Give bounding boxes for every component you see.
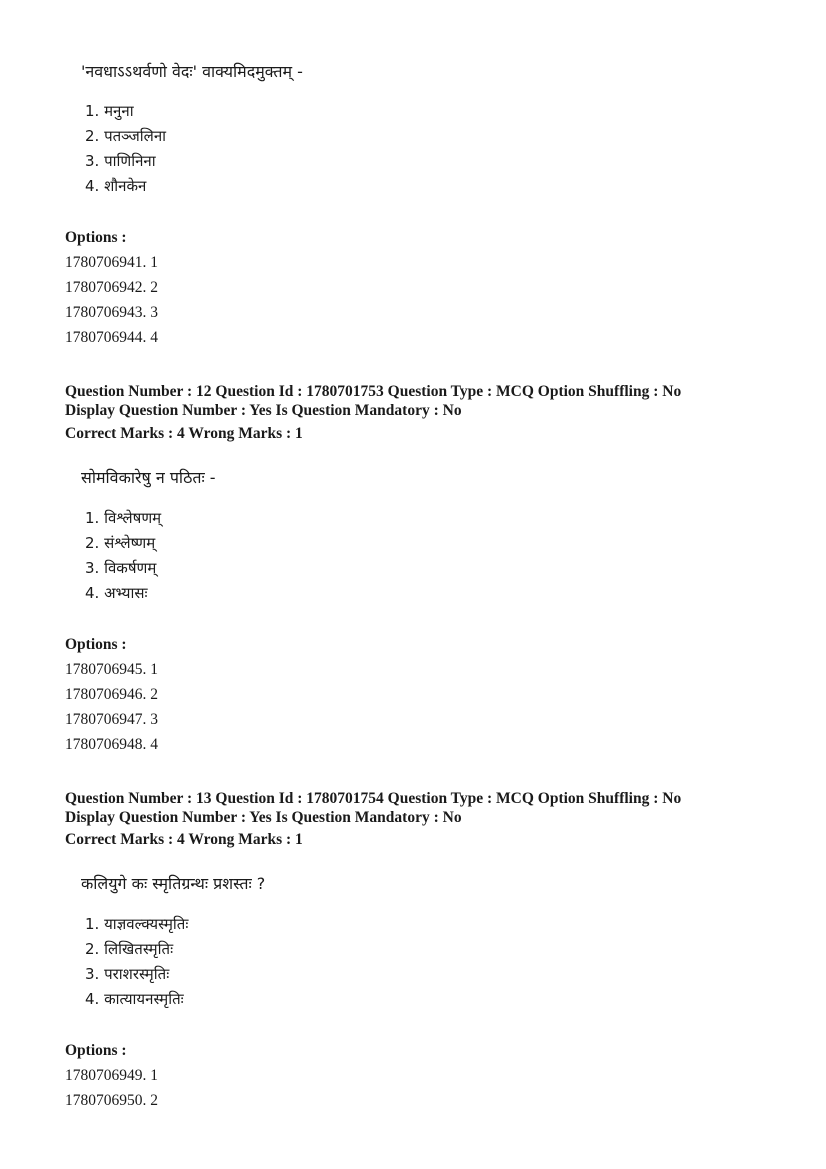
option-id: 1780706943. 3 (65, 304, 158, 321)
question-meta-line1: Question Number : 13 Question Id : 1780701754 Question Type : MCQ Option Shuffling : No (65, 790, 682, 807)
choice-3: 3. विकर्षणम् (85, 559, 157, 577)
choice-2: 2. लिखितस्मृतिः (85, 940, 174, 958)
choice-4: 4. कात्यायनस्मृतिः (85, 990, 184, 1008)
question-text: सोमविकारेषु न पठितः - (81, 468, 216, 487)
choice-4: 4. शौनकेन (85, 177, 147, 195)
options-heading: Options : (65, 229, 127, 246)
choice-3: 3. पाणिनिना (85, 152, 156, 170)
question-text: 'नवधाऽऽथर्वणो वेदः' वाक्यमिदमुक्तम् - (81, 62, 303, 81)
option-id: 1780706945. 1 (65, 661, 158, 678)
option-id: 1780706947. 3 (65, 711, 158, 728)
option-id: 1780706949. 1 (65, 1067, 158, 1084)
choice-2: 2. संश्लेष्णम् (85, 534, 156, 552)
option-id: 1780706942. 2 (65, 279, 158, 296)
option-id: 1780706944. 4 (65, 329, 158, 346)
options-heading: Options : (65, 636, 127, 653)
options-heading: Options : (65, 1042, 127, 1059)
choice-2: 2. पतञ्जलिना (85, 127, 167, 145)
question-marks: Correct Marks : 4 Wrong Marks : 1 (65, 831, 303, 848)
choice-1: 1. विश्लेषणम् (85, 509, 162, 527)
question-text: कलियुगे कः स्मृतिग्रन्थः प्रशस्तः ? (81, 874, 266, 893)
choice-1: 1. मनुना (85, 102, 134, 120)
question-marks: Correct Marks : 4 Wrong Marks : 1 (65, 425, 303, 442)
question-meta-line2: Display Question Number : Yes Is Question Mandatory : No (65, 809, 462, 826)
option-id: 1780706948. 4 (65, 736, 158, 753)
question-meta-line2: Display Question Number : Yes Is Question Mandatory : No (65, 402, 462, 419)
option-id: 1780706946. 2 (65, 686, 158, 703)
option-id: 1780706950. 2 (65, 1092, 158, 1109)
choice-3: 3. पराशरस्मृतिः (85, 965, 170, 983)
question-meta-line1: Question Number : 12 Question Id : 1780701753 Question Type : MCQ Option Shuffling : No (65, 383, 682, 400)
option-id: 1780706941. 1 (65, 254, 158, 271)
choice-1: 1. याज्ञवल्क्यस्मृतिः (85, 915, 189, 933)
choice-4: 4. अभ्यासः (85, 584, 148, 602)
